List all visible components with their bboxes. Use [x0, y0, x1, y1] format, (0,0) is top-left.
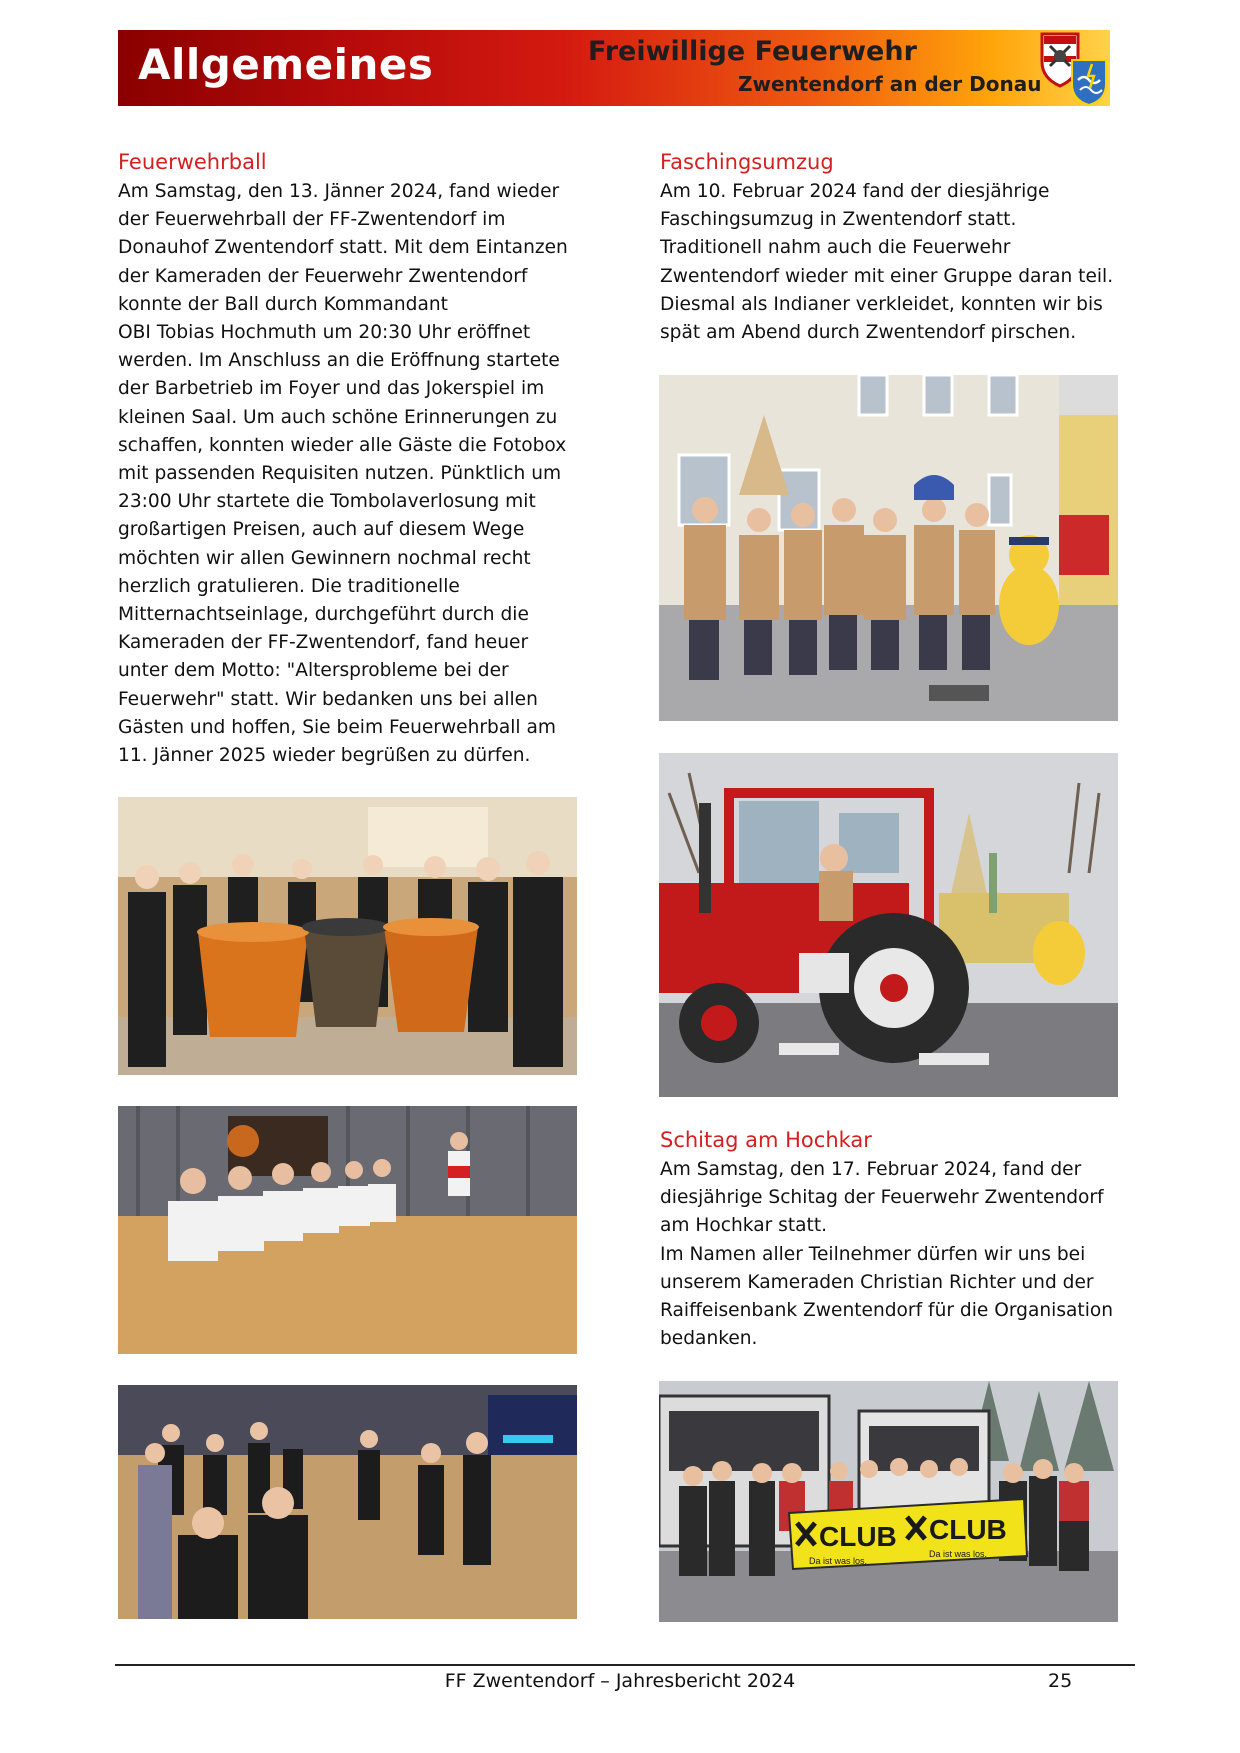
text-line: 11. Jänner 2025 wieder begrüßen zu dürfen. [118, 745, 531, 767]
text-line: am Hochkar statt. [660, 1215, 828, 1237]
text-line: Im Namen aller Teilnehmer dürfen wir uns bei [660, 1243, 1086, 1265]
article-body-faschingsumzug [660, 178, 1130, 347]
text-line: Kameraden der FF-Zwentendorf, fand heuer [118, 632, 529, 654]
text-line: konnte der Ball durch Kommandant [118, 293, 448, 315]
org-location: Zwentendorf an der Donau [738, 72, 1042, 96]
photo-tractor [659, 753, 1118, 1097]
banner-club-text: CLUB [929, 1514, 1007, 1545]
text-line: OBI Tobias Hochmuth um 20:30 Uhr eröffnet [118, 322, 531, 344]
text-line: herzlich gratulieren. Die traditionelle [118, 575, 460, 597]
article-heading-feuerwehrball: Feuerwehrball [118, 150, 267, 174]
text-line: der Kameraden der Feuerwehr Zwentendorf [118, 265, 528, 287]
photo-ski-group [659, 1381, 1118, 1622]
text-line: bedanken. [660, 1328, 758, 1350]
text-line: spät am Abend durch Zwentendorf pirschen. [660, 322, 1077, 344]
text-line: großartigen Preisen, auch auf diesem Wege [118, 519, 525, 541]
banner-slogan-text: Da ist was los. [809, 1556, 868, 1566]
text-line: Traditionell nahm auch die Feuerwehr [660, 237, 1011, 259]
org-name: Freiwillige Feuerwehr [588, 36, 917, 67]
text-line: Diesmal als Indianer verkleidet, konnten wir bis [660, 293, 1103, 315]
text-line: Feuerwehr" statt. Wir bedanken uns bei allen [118, 688, 538, 710]
text-line: 23:00 Uhr startete die Tombolaverlosung mit [118, 491, 536, 513]
page-number: 25 [1048, 1670, 1073, 1692]
banner-club-text: CLUB [819, 1521, 897, 1552]
photo-indian-group [659, 375, 1118, 721]
text-line: diesjährige Schitag der Feuerwehr Zwentendorf [660, 1187, 1104, 1209]
photo-ball-group [118, 797, 577, 1075]
text-line: Am Samstag, den 17. Februar 2024, fand der [660, 1159, 1082, 1180]
text-line: werden. Im Anschluss an die Eröffnung startete [118, 350, 560, 372]
text-line: unter dem Motto: "Altersprobleme bei der [118, 660, 509, 682]
section-title: Allgemeines [138, 40, 434, 89]
text-line: Raiffeisenbank Zwentendorf für die Organisation [660, 1300, 1114, 1322]
article-body-feuerwehrball [118, 178, 598, 770]
text-line: möchten wir allen Gewinnern nochmal recht [118, 547, 531, 569]
article-body-schitag [660, 1156, 1130, 1353]
text-line: mit passenden Requisiten nutzen. Pünktlich um [118, 463, 562, 485]
banner-slogan-text: Da ist was los. [929, 1549, 988, 1559]
text-line: schaffen, konnten wieder alle Gäste die Fotobox [118, 434, 567, 456]
text-line: kleinen Saal. Um auch schöne Erinnerungen zu [118, 406, 558, 428]
fire-brigade-crest-icon [1034, 30, 1110, 106]
text-line: Gästen und hoffen, Sie beim Feuerwehrball am [118, 716, 556, 738]
article-heading-faschingsumzug: Faschingsumzug [660, 150, 834, 174]
text-line: Am 10. Februar 2024 fand der diesjährige [660, 181, 1050, 202]
text-line: der Feuerwehrball der FF-Zwentendorf im [118, 209, 506, 231]
text-line: Faschingsumzug in Zwentendorf statt. [660, 209, 1017, 231]
footer-title: FF Zwentendorf – Jahresbericht 2024 [444, 1670, 796, 1692]
photo-midnight-show [118, 1106, 577, 1354]
text-line: Zwentendorf wieder mit einer Gruppe daran teil. [660, 265, 1114, 287]
text-line: der Barbetrieb im Foyer und das Jokerspiel im [118, 378, 545, 400]
footer-divider [115, 1664, 1135, 1666]
header-banner [118, 30, 1110, 106]
text-line: Donauhof Zwentendorf statt. Mit dem Eintanzen [118, 237, 568, 259]
article-heading-schitag: Schitag am Hochkar [660, 1128, 872, 1152]
text-line: Mitternachtseinlage, durchgeführt durch die [118, 604, 529, 626]
text-line: unserem Kameraden Christian Richter und der [660, 1271, 1094, 1293]
text-line: Am Samstag, den 13. Jänner 2024, fand wieder [118, 181, 560, 202]
photo-dance-floor [118, 1385, 577, 1619]
